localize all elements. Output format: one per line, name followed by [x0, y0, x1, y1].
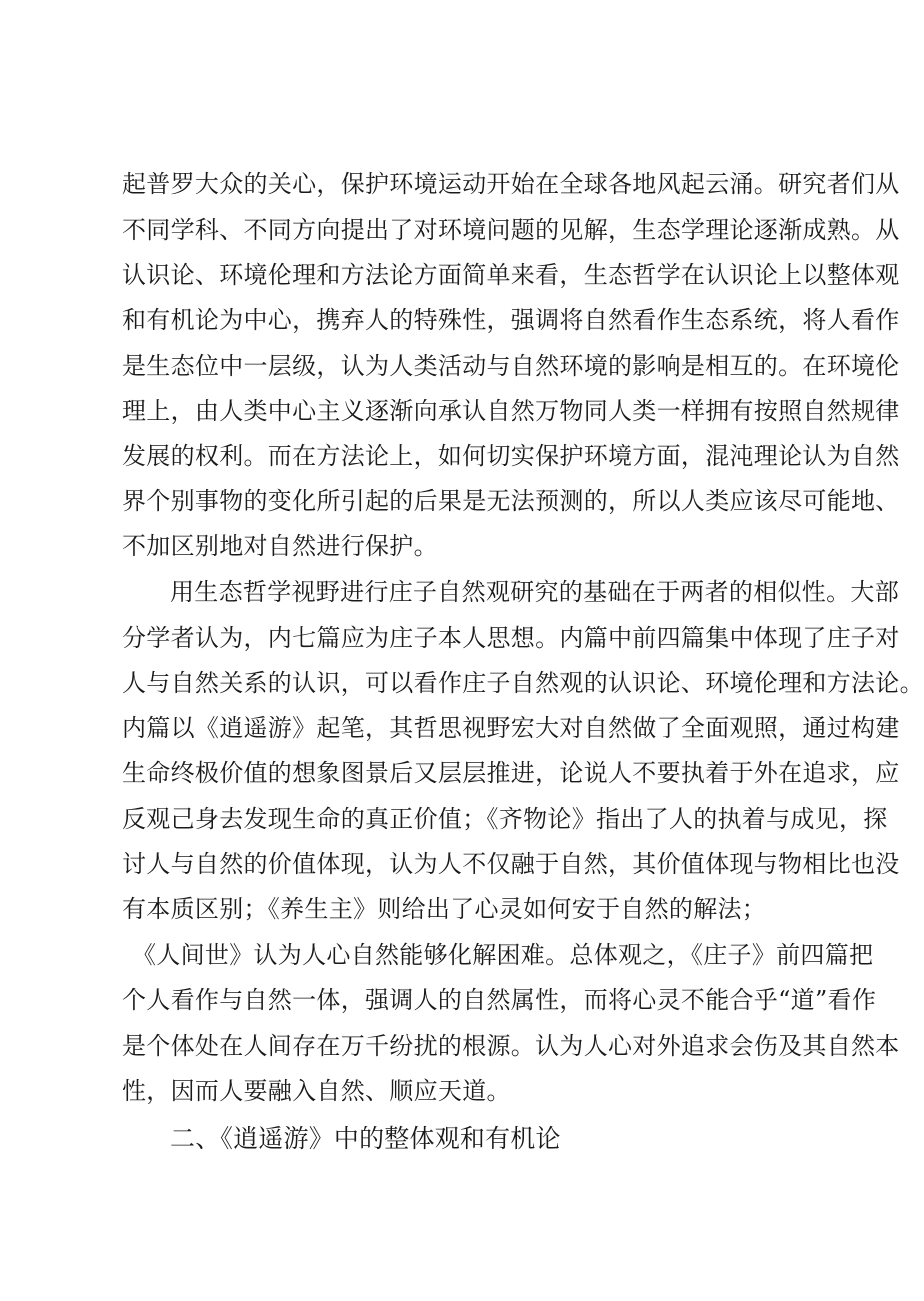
paragraph-1-line-1: 起普罗大众的关心，保护环境运动开始在全球各地风起云涌。研究者们从 [122, 170, 900, 198]
paragraph-1-line-3: 认识论、环境伦理和方法论方面简单来看，生态哲学在认识论上以整体观 [122, 261, 900, 289]
paragraph-1-line-4: 和有机论为中心，携弃人的特殊性，强调将自然看作生态系统，将人看作 [122, 306, 900, 334]
paragraph-2-line-1: 用生态哲学视野进行庄子自然观研究的基础在于两者的相似性。大部 [170, 578, 899, 606]
paragraph-2-line-10: 个人看作与自然一体，强调人的自然属性，而将心灵不能合乎“道”看作 [122, 986, 877, 1014]
paragraph-2-line-2: 分学者认为，内七篇应为庄子本人思想。内篇中前四篇集中体现了庄子对 [122, 624, 900, 652]
section-heading: 二、《逍遥游》中的整体观和有机论 [170, 1124, 561, 1153]
paragraph-2-line-4: 内篇以《逍遥游》起笔，其哲思视野宏大对自然做了全面观照，通过构建 [122, 714, 900, 742]
paragraph-2-line-6: 反观己身去发现生命的真正价值；《齐物论》指出了人的执着与成见，探 [122, 805, 888, 833]
paragraph-1-line-6: 理上，由人类中心主义逐渐向承认自然万物同人类一样拥有按照自然规律 [122, 397, 900, 425]
paragraph-1-line-8: 界个别事物的变化所引起的后果是无法预测的，所以人类应该尽可能地、 [122, 487, 900, 515]
paragraph-1-line-9: 不加区别地对自然进行保护。 [122, 532, 438, 560]
paragraph-2-line-3: 人与自然关系的认识，可以看作庄子自然观的认识论、环境伦理和方法论。 [122, 669, 924, 697]
paragraph-2-line-7: 讨人与自然的价值体现，认为人不仅融于自然，其价值体现与物相比也没 [122, 850, 900, 878]
paragraph-1-line-2: 不同学科、不同方向提出了对环境问题的见解，生态学理论逐渐成熟。从 [122, 216, 900, 244]
paragraph-2-line-8: 有本质区别；《养生主》则给出了心灵如何安于自然的解法； [122, 895, 767, 923]
paragraph-2-line-12: 性，因而人要融入自然、顺应天道。 [122, 1077, 511, 1105]
paragraph-2-line-5: 生命终极价值的想象图景后又层层推进，论说人不要执着于外在追求，应 [122, 759, 900, 787]
paragraph-1-line-7: 发展的权利。而在方法论上，如何切实保护环境方面，混沌理论认为自然 [122, 442, 900, 470]
paragraph-2-line-11: 是个体处在人间存在万千纷扰的根源。认为人心对外追求会伤及其自然本 [122, 1032, 900, 1060]
paragraph-1-line-5: 是生态位中一层级，认为人类活动与自然环境的影响是相互的。在环境伦 [122, 352, 900, 380]
paragraph-2-line-9: 《人间世》认为人心自然能够化解困难。总体观之，《庄子》前四篇把 [132, 941, 874, 969]
